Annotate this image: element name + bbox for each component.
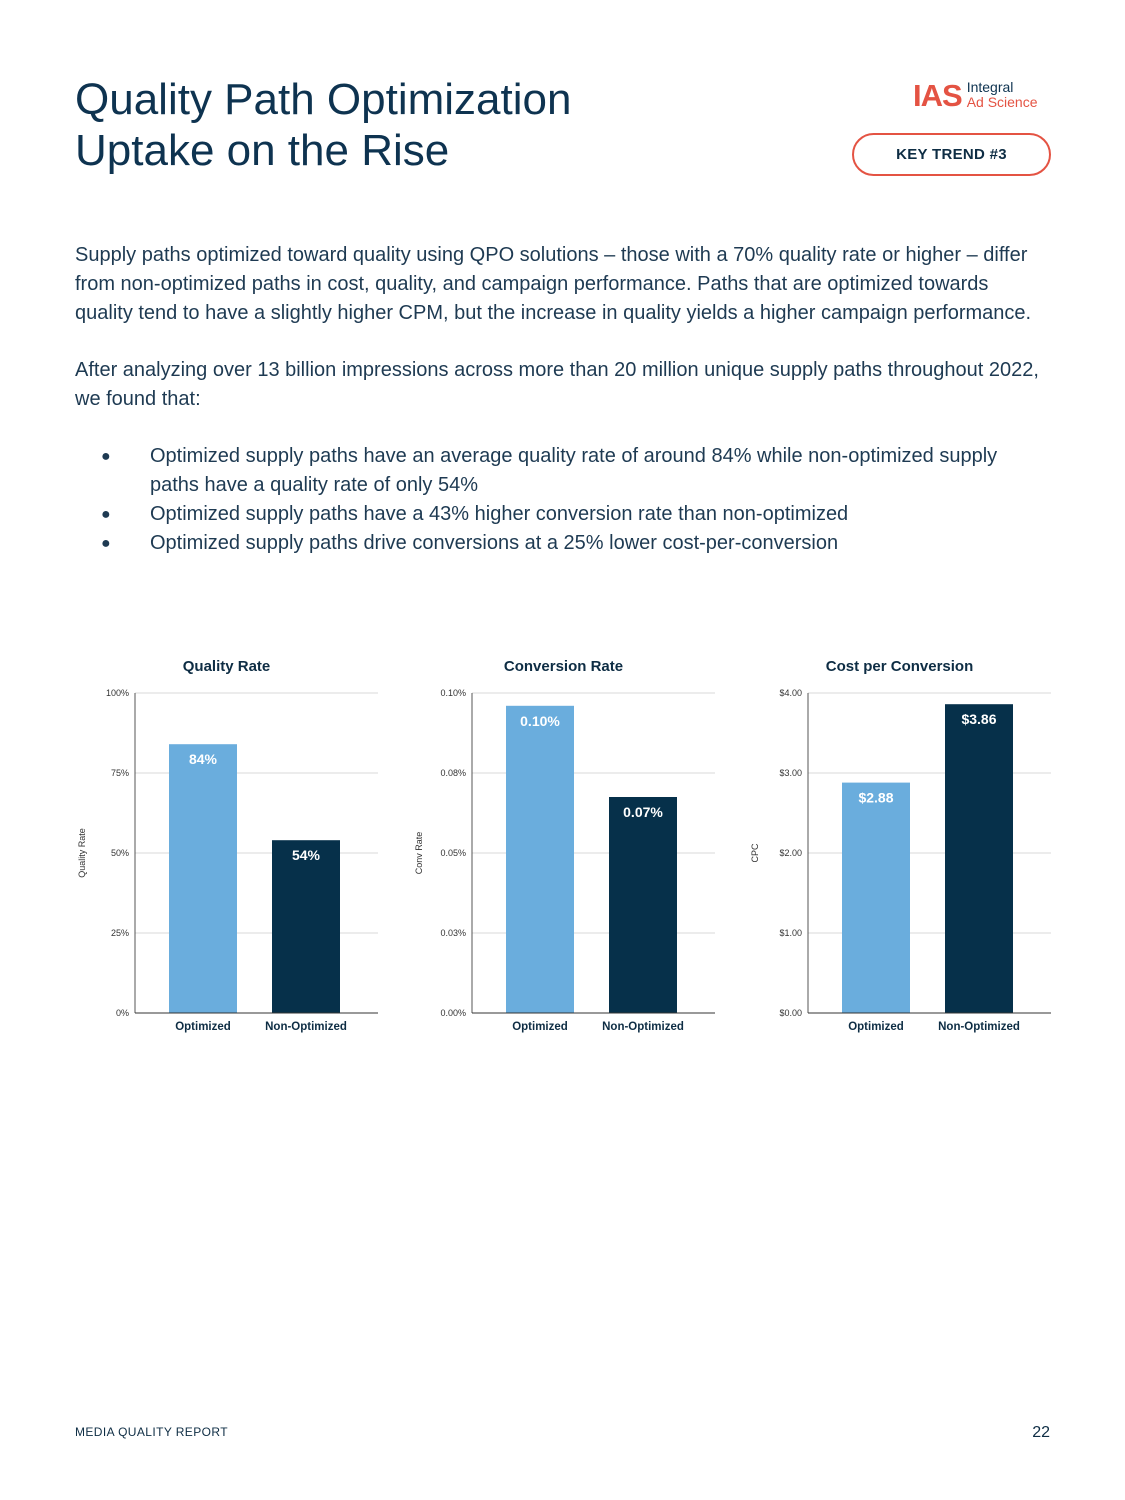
bar [609,797,677,1013]
logo-wordmark-line-1: Integral [966,79,1014,95]
y-axis-title: CPC [750,843,760,863]
bar [169,744,237,1013]
y-tick-label: 0.10% [440,688,466,698]
list-item-text: Optimized supply paths drive conversions at a 25% lower cost-per-conversion [150,532,839,554]
logo-wordmark-line-2: Ad Science [966,94,1038,110]
y-tick-label: 50% [110,848,129,858]
intro-paragraph: Supply paths optimized toward quality using QPO solutions – those with a 70% quality rate or higher – differ from non-optimized paths in cost, quality, and campaign performance. Paths that are optimized towards quality tend to have a slightly higher CPM, but the increase in quality yields a higher campaign performance. [75,244,1032,324]
x-tick-label: Non-Optimized [265,1021,347,1033]
chart-title: Conversion Rate [503,658,624,675]
y-tick-label: $3.00 [779,768,802,778]
page-title [75,74,715,176]
bar [842,783,910,1013]
list-item [75,442,1050,500]
y-tick-label: 0.00% [440,1008,466,1018]
data-label: 84% [188,751,218,768]
conversion-rate-chart [397,650,727,1050]
body-text [75,241,1050,558]
ias-logo [913,78,1038,112]
bullet-icon: ● [101,535,111,552]
bar [272,840,340,1013]
x-tick-label: Optimized [512,1021,568,1033]
list-item-text: Optimized supply paths have a 43% higher conversion rate than non-optimized [150,503,849,525]
y-tick-label: 25% [110,928,129,938]
chart-title: Quality Rate [182,658,271,675]
x-tick-label: Optimized [175,1021,231,1033]
chart-svg [733,650,1063,1050]
data-label: 0.10% [520,712,560,729]
list-item [75,500,1050,529]
logo-wordmark [967,80,1038,110]
analysis-paragraph: After analyzing over 13 billion impressions across more than 20 million unique supply paths throughout 2022, we found that: [75,359,1039,410]
quality-rate-chart [60,650,390,1050]
list-item [75,529,1050,558]
logo-mark [913,77,962,113]
bullet-icon: ● [101,448,111,465]
bar [945,704,1013,1013]
y-tick-label: $4.00 [779,688,802,698]
data-label: 0.07% [623,804,663,820]
page-number: 22 [1032,1424,1050,1441]
y-tick-label: $2.00 [779,848,802,858]
chart-title: Cost per Conversion [825,658,974,675]
y-tick-label: 0% [115,1008,129,1018]
chart-svg [397,650,727,1050]
x-tick-label: Non-Optimized [602,1021,684,1033]
logo-mark-text: IAS [913,77,962,113]
key-trend-badge: KEY TREND #3 [852,133,1051,176]
page-title-line-2: Uptake on the Rise [75,126,450,175]
findings-list [75,442,1050,558]
y-axis-title: Quality Rate [77,828,87,878]
list-item-text: Optimized supply paths have an average quality rate of around 84% while non-optimized supply paths have a quality rate of only 54% [150,445,998,496]
x-tick-label: Non-Optimized [938,1021,1020,1033]
page-title-line-1: Quality Path Optimization [75,75,572,124]
y-tick-label: 0.08% [440,768,466,778]
y-tick-label: $1.00 [779,928,802,938]
data-label: 54% [291,847,321,864]
y-tick-label: 75% [110,768,129,778]
data-label: $2.88 [858,789,894,806]
bullet-icon: ● [101,506,111,523]
y-tick-label: 0.05% [440,848,466,858]
y-tick-label: $0.00 [779,1008,802,1018]
cost-per-conversion-chart [733,650,1063,1050]
bar [506,706,574,1013]
chart-svg [60,650,390,1050]
y-tick-label: 0.03% [440,928,466,938]
report-name: MEDIA QUALITY REPORT [75,1425,228,1439]
x-tick-label: Optimized [848,1021,904,1033]
y-tick-label: 100% [105,688,129,698]
data-label: $3.86 [961,711,997,728]
y-axis-title: Conv Rate [414,831,424,875]
